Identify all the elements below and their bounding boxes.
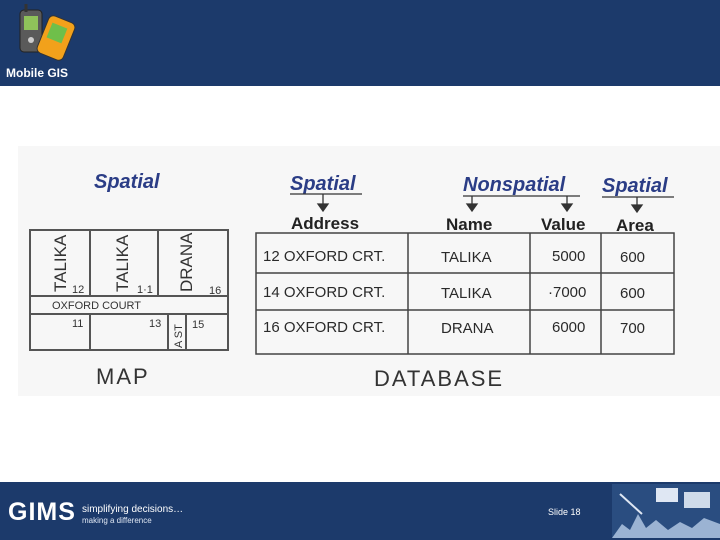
map-heading: Spatial [94, 171, 160, 193]
cell-address: 14 OXFORD CRT. [263, 284, 386, 301]
db-heading-spatial-2: Spatial [602, 175, 668, 197]
col-address: Address [291, 214, 360, 233]
parcel-label: TALIKA [51, 234, 70, 292]
cell-value: 5000 [552, 248, 586, 265]
sub-tagline: making a difference [82, 516, 152, 525]
cell-name: TALIKA [441, 249, 492, 266]
slide-content [0, 86, 720, 482]
col-name: Name [446, 215, 493, 234]
cell-value: ·7000 [548, 284, 587, 301]
parcel-label: TALIKA [113, 234, 132, 292]
header-bar [0, 0, 720, 86]
cell-name: DRANA [441, 320, 494, 337]
cell-area: 600 [620, 285, 646, 302]
cell-name: TALIKA [441, 285, 492, 302]
parcel-number: 12 [72, 284, 85, 296]
col-value: Value [541, 215, 586, 234]
side-street-label: A ST [173, 324, 185, 348]
skyline-graphic-icon [612, 484, 720, 538]
parcel-number: 16 [209, 285, 222, 297]
gims-logo: GIMS [8, 498, 76, 526]
cell-value: 6000 [552, 319, 586, 336]
cell-area: 700 [620, 320, 646, 337]
parcel-number: 1·1 [137, 284, 153, 296]
cell-area: 600 [620, 249, 646, 266]
parcel-number: 13 [149, 318, 162, 330]
app-title: Mobile GIS [6, 66, 69, 80]
parcel-number: 11 [72, 318, 84, 330]
db-heading-spatial: Spatial [290, 173, 356, 195]
cell-address: 12 OXFORD CRT. [263, 248, 386, 265]
parcel-number: 15 [192, 319, 205, 331]
database-caption: DATABASE [374, 366, 505, 391]
map-caption: MAP [96, 364, 150, 389]
footer-bar [0, 482, 720, 540]
parcel-label: DRANA [177, 232, 196, 292]
gis-figure [0, 86, 720, 482]
db-heading-nonspatial: Nonspatial [463, 174, 566, 196]
col-area: Area [616, 216, 654, 235]
slide-number: Slide 18 [548, 507, 581, 517]
gps-device-icon [12, 2, 78, 64]
street-label: OXFORD COURT [52, 300, 142, 312]
cell-address: 16 OXFORD CRT. [263, 319, 386, 336]
tagline: simplifying decisions… [82, 504, 184, 515]
